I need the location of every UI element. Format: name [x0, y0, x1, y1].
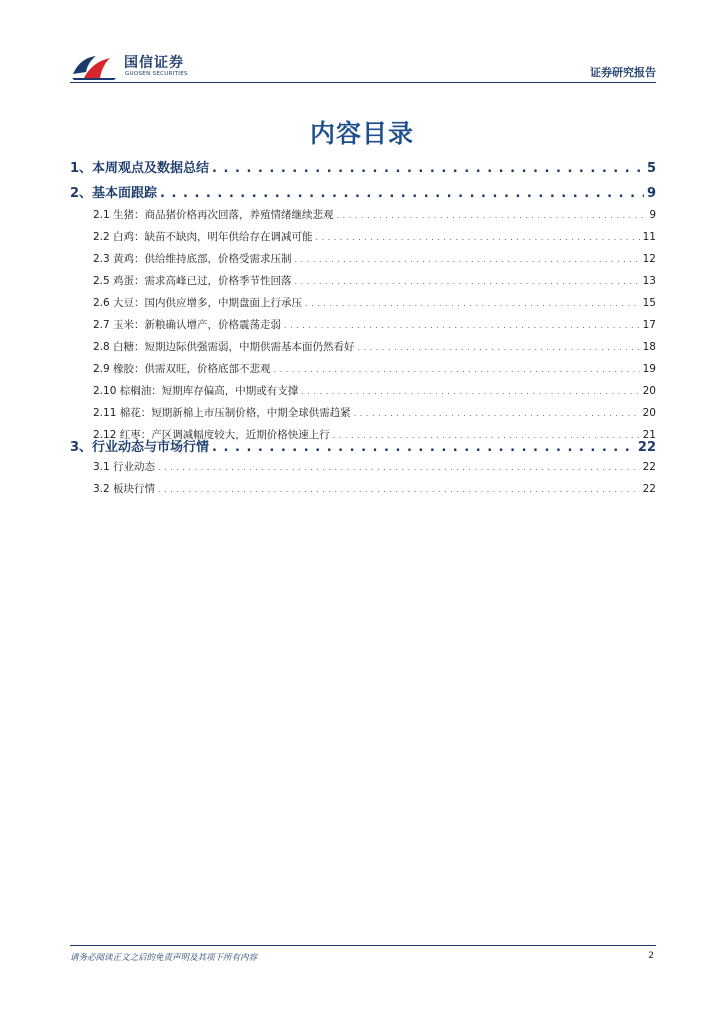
toc-entry-page: 20 — [642, 407, 656, 419]
toc-entry-page: 15 — [642, 297, 656, 309]
toc-leader-dots — [284, 321, 640, 330]
footer-disclaimer: 请务必阅读正文之后的免责声明及其项下所有内容 — [70, 953, 258, 963]
toc-entry-label: 2.12 红枣：产区调减幅度较大，近期价格快速上行 — [93, 429, 330, 441]
toc-entry-label: 2.5 鸡蛋：需求高峰已过，价格季节性回落 — [93, 275, 292, 287]
toc-subsection-entry[interactable] — [70, 383, 656, 398]
toc-leader-dots — [160, 186, 644, 201]
toc-entry-label: 3、行业动态与市场行情 — [70, 440, 210, 455]
toc-subsection-entry[interactable] — [70, 405, 656, 420]
toc-section-entry[interactable] — [70, 182, 656, 201]
toc-entry-page: 9 — [649, 209, 656, 221]
toc-leader-dots — [212, 161, 644, 176]
footer-divider — [70, 945, 656, 946]
toc-subsection-entry[interactable] — [70, 229, 656, 244]
toc-subsection-entry[interactable] — [70, 481, 656, 496]
toc-entry-page: 5 — [646, 161, 656, 176]
report-type-label: 证券研究报告 — [590, 66, 656, 79]
toc-leader-dots — [337, 211, 647, 220]
toc-section-entry[interactable] — [70, 157, 656, 176]
toc-leader-dots — [305, 299, 640, 308]
logo-text-cn: 国信证券 — [124, 55, 184, 71]
header-divider — [70, 82, 656, 83]
toc-entry-label: 2.3 黄鸡：供给维持底部，价格受需求压制 — [93, 253, 292, 265]
toc-entry-page: 9 — [646, 186, 656, 201]
toc-entry-page: 13 — [642, 275, 656, 287]
toc-entry-label: 2.1 生猪：商品猪价格再次回落，养殖情绪继续悲观 — [93, 209, 334, 221]
guosen-logo-icon — [70, 52, 120, 82]
toc-entry-label: 2.10 棕榈油：短期库存偏高，中期或有支撑 — [93, 385, 299, 397]
toc-entry-page: 17 — [642, 319, 656, 331]
toc-entry-label: 3.1 行业动态 — [93, 461, 156, 473]
toc-leader-dots — [316, 233, 640, 242]
toc-entry-label: 2.11 棉花：短期新棉上市压制价格，中期全球供需趋紧 — [93, 407, 351, 419]
toc-entry-page: 22 — [642, 461, 656, 473]
toc-entry-label: 2.9 橡胶：供需双旺，价格底部不悲观 — [93, 363, 271, 375]
toc-leader-dots — [158, 463, 640, 472]
toc-leader-dots — [301, 387, 639, 396]
page-number: 2 — [648, 951, 654, 961]
guosen-logo — [70, 52, 200, 84]
toc-entry-page: 21 — [642, 429, 656, 441]
toc-entry-label: 2.7 玉米：新粮确认增产，价格震荡走弱 — [93, 319, 282, 331]
toc-entry-page: 12 — [642, 253, 656, 265]
toc-subsection-entry[interactable] — [70, 273, 656, 288]
toc-leader-dots — [358, 343, 640, 352]
toc-leader-dots — [158, 485, 640, 494]
toc-subsection-entry[interactable] — [70, 251, 656, 266]
toc-subsection-entry[interactable] — [70, 207, 656, 222]
toc-entry-page: 11 — [642, 231, 656, 243]
toc-subsection-entry[interactable] — [70, 339, 656, 354]
toc-entry-page: 22 — [642, 483, 656, 495]
toc-leader-dots — [274, 365, 640, 374]
toc-entry-label: 2.2 白鸡：缺苗不缺肉，明年供给存在调减可能 — [93, 231, 313, 243]
toc-leader-dots — [295, 255, 640, 264]
toc-title: 内容目录 — [309, 119, 414, 148]
toc-subsection-entry[interactable] — [70, 459, 656, 474]
toc-subsection-entry[interactable] — [70, 317, 656, 332]
toc-entry-page: 19 — [642, 363, 656, 375]
toc-entry-page: 22 — [637, 440, 656, 455]
toc-leader-dots — [354, 409, 640, 418]
toc-subsection-entry[interactable] — [70, 361, 656, 376]
page-header — [70, 52, 656, 84]
toc-section-entry[interactable] — [70, 436, 656, 455]
toc-entry-label: 2.8 白糖：短期边际供强需弱，中期供需基本面仍然看好 — [93, 341, 355, 353]
toc-leader-dots — [212, 440, 635, 455]
toc-entry-label: 3.2 板块行情 — [93, 483, 156, 495]
toc-entry-label: 2、基本面跟踪 — [70, 186, 158, 201]
toc-subsection-entry[interactable] — [70, 295, 656, 310]
toc-leader-dots — [295, 277, 640, 286]
toc-entry-label: 2.6 大豆：国内供应增多，中期盘面上行承压 — [93, 297, 303, 309]
logo-text-en: GUOSEN SECURITIES — [125, 71, 188, 77]
toc-entry-page: 20 — [642, 385, 656, 397]
toc-entry-label: 1、本周观点及数据总结 — [70, 161, 210, 176]
toc-entry-page: 18 — [642, 341, 656, 353]
